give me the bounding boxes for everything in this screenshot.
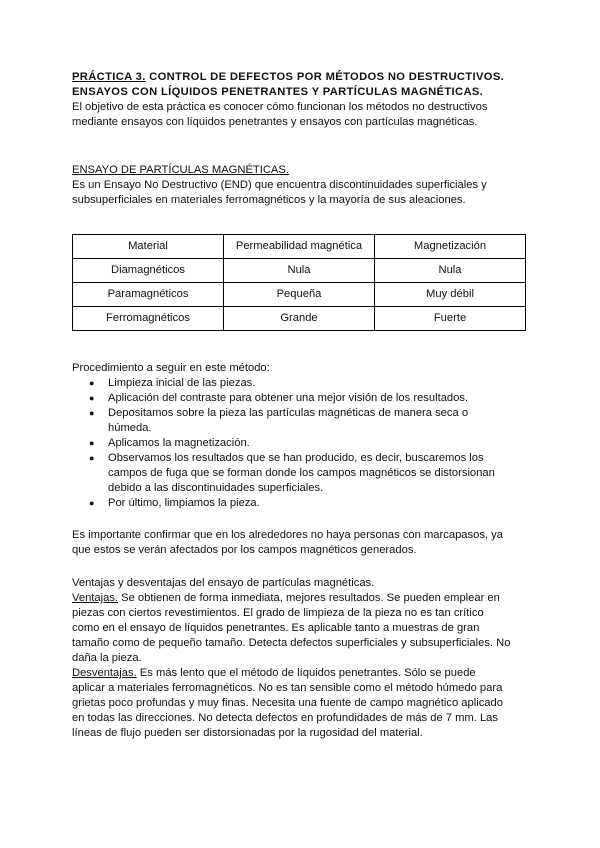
advantages-line: como en el ensayo de líquidos penetrantes. Es aplicable tanto a muestras de gran bbox=[72, 622, 480, 634]
title-line-1 bbox=[72, 70, 532, 85]
note-line: Es importante confirmar que en los alrededores no haya personas con marcapasos, ya bbox=[72, 529, 503, 541]
disadvantages-line: en todas las direcciones. No detecta defectos en profundidades de más de 7 mm. Las bbox=[72, 712, 498, 724]
list-item bbox=[108, 406, 532, 436]
practice-label: PRÁCTICA 3. bbox=[72, 71, 146, 83]
disadvantages-line bbox=[72, 666, 532, 681]
table-cell: Muy débil bbox=[375, 283, 526, 307]
title-text: CONTROL DE DEFECTOS POR MÉTODOS NO DESTRUCTIVOS. bbox=[145, 71, 505, 83]
disadvantages-paragraph bbox=[72, 666, 532, 741]
procedure-intro: Procedimiento a seguir en este método: bbox=[72, 362, 270, 374]
table-header-cell: Permeabilidad magnética bbox=[224, 235, 375, 259]
table-header-row bbox=[73, 235, 526, 259]
table-cell: Ferromagnéticos bbox=[73, 307, 224, 331]
table-cell: Fuerte bbox=[375, 307, 526, 331]
list-item-line: ● Depositamos sobre la pieza las partículas magnéticas de manera seca o bbox=[108, 407, 469, 419]
list-item bbox=[108, 436, 532, 451]
list-item bbox=[108, 376, 532, 391]
list-item-line: ● Observamos los resultados que se han producido, es decir, buscaremos los bbox=[108, 452, 484, 464]
table-cell: Grande bbox=[224, 307, 375, 331]
disadvantages-line: aplicar a materiales ferromagnéticos. No es tan sensible como el método húmedo para bbox=[72, 682, 503, 694]
list-item bbox=[108, 451, 532, 496]
list-item-line: ● Aplicación del contraste para obtener una mejor visión de los resultados. bbox=[108, 392, 469, 404]
disadvantages-line: grietas poco profundas y muy finas. Necesita una fuente de campo magnético aplicado bbox=[72, 697, 503, 709]
desventajas-label: Desventajas. bbox=[72, 667, 137, 679]
properties-table bbox=[72, 234, 526, 331]
note-line: que estos se verán afectados por los campos magnéticos generados. bbox=[72, 544, 417, 556]
advantages-paragraph bbox=[72, 591, 532, 666]
description-line: subsuperficiales en materiales ferromagnéticos y la mayoría de sus aleaciones. bbox=[72, 194, 466, 206]
table-row bbox=[73, 307, 526, 331]
list-item-line: debido a las discontinuidades superficiales. bbox=[108, 482, 324, 494]
advantages-line: tamaño como de pequeño tamaño. Detecta defectos superficiales y subsuperficiales. No bbox=[72, 637, 511, 649]
procedure-list bbox=[72, 376, 532, 511]
table-header-cell: Material bbox=[73, 235, 224, 259]
advantages-line: daña la pieza. bbox=[72, 652, 142, 664]
advantages-line: piezas con ciertos revestimientos. El grado de limpieza de la pieza no es tan crítico bbox=[72, 607, 484, 619]
table-row bbox=[73, 259, 526, 283]
section-description bbox=[72, 178, 532, 208]
table-cell: Diamagnéticos bbox=[73, 259, 224, 283]
title-line-2: ENSAYOS CON LÍQUIDOS PENETRANTES Y PARTÍCULAS MAGNÉTICAS. bbox=[72, 86, 484, 98]
description-line: Es un Ensayo No Destructivo (END) que encuentra discontinuidades superficiales y bbox=[72, 179, 487, 191]
note-paragraph bbox=[72, 528, 532, 558]
list-item-line: ● Aplicamos la magnetización. bbox=[108, 437, 250, 449]
list-item-line: ● Limpieza inicial de las piezas. bbox=[108, 377, 256, 389]
advantages-line bbox=[72, 591, 532, 606]
section-heading: ENSAYO DE PARTÍCULAS MAGNÉTICAS. bbox=[72, 164, 289, 176]
list-item-line: húmeda. bbox=[108, 422, 152, 434]
disadvantages-line: líneas de flujo pueden ser distorsionadas por la rugosidad del material. bbox=[72, 727, 423, 739]
list-item bbox=[108, 391, 532, 406]
list-item bbox=[108, 496, 532, 511]
intro-line: El objetivo de esta práctica es conocer cómo funcionan los métodos no destructivos bbox=[72, 101, 488, 113]
table-cell: Pequeña bbox=[224, 283, 375, 307]
intro-line: mediante ensayos con líquidos penetrantes y ensayos con partículas magnéticas. bbox=[72, 116, 478, 128]
table-cell: Paramagnéticos bbox=[73, 283, 224, 307]
desventajas-text: Es más lento que el método de líquidos penetrantes. Sólo se puede bbox=[136, 667, 476, 679]
intro-paragraph bbox=[72, 100, 532, 130]
list-item-line: ● Por último, limpiamos la pieza. bbox=[108, 497, 260, 509]
table-cell: Nula bbox=[375, 259, 526, 283]
advantages-title: Ventajas y desventajas del ensayo de partículas magnéticas. bbox=[72, 577, 375, 589]
list-item-line: campos de fuga que se forman donde los campos magnéticos se distorsionan bbox=[108, 467, 495, 479]
table-cell: Nula bbox=[224, 259, 375, 283]
ventajas-label: Ventajas. bbox=[72, 592, 119, 604]
document-page bbox=[72, 70, 532, 741]
ventajas-text: Se obtienen de forma inmediata, mejores resultados. Se pueden emplear en bbox=[118, 592, 500, 604]
table-header-cell: Magnetización bbox=[375, 235, 526, 259]
table-row bbox=[73, 283, 526, 307]
